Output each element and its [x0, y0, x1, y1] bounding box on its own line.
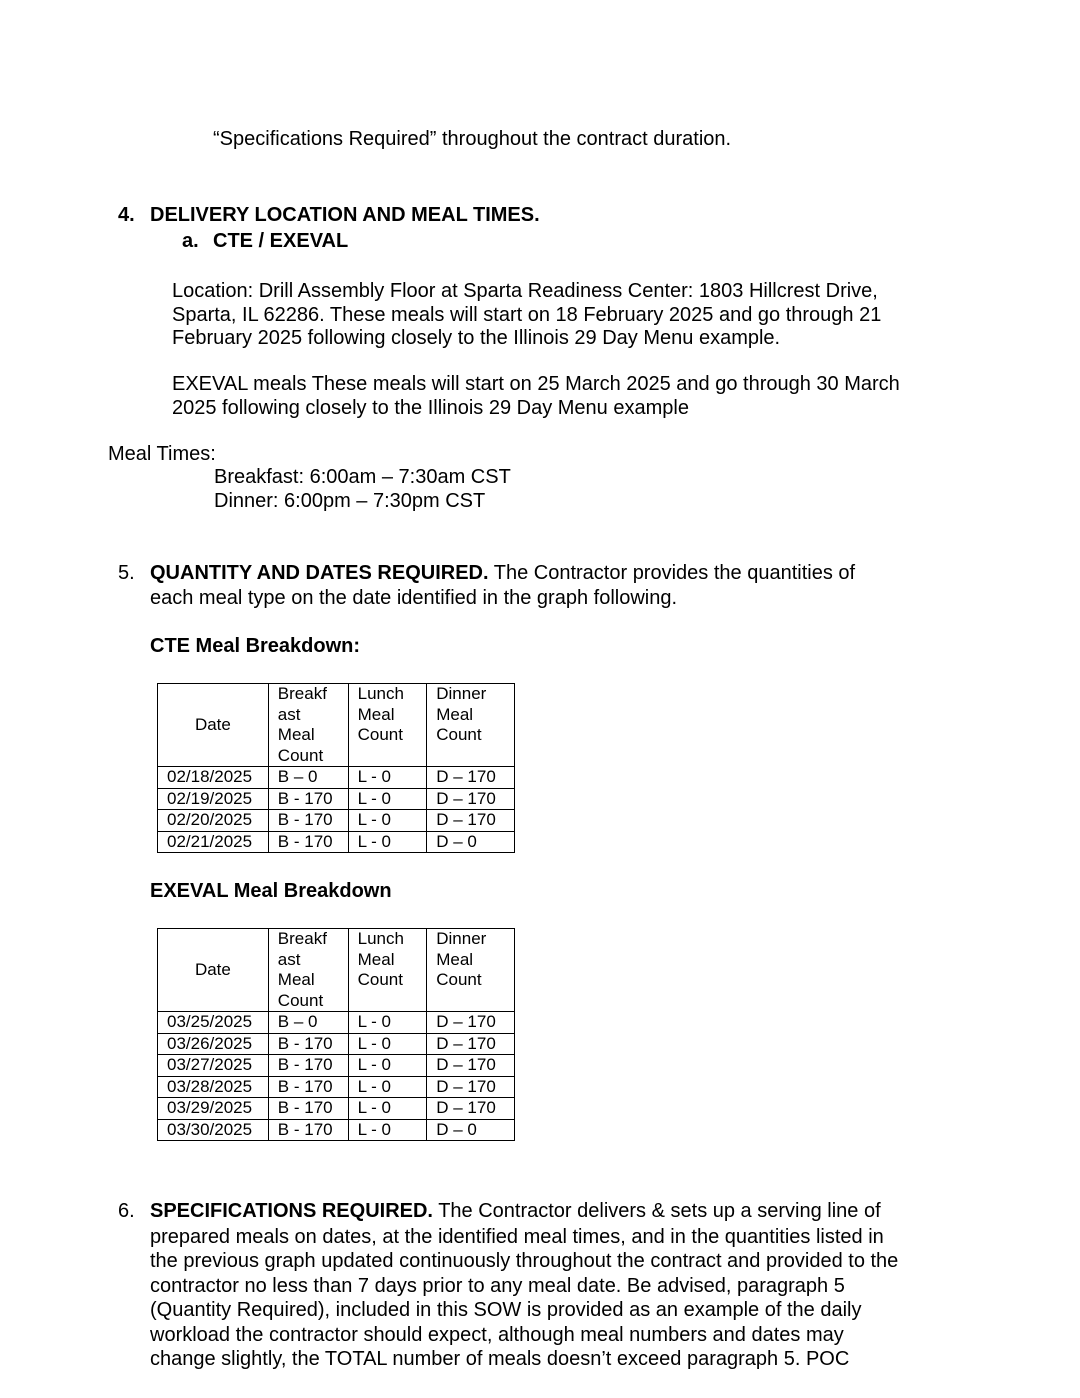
section-4a-title: CTE / EXEVAL: [213, 230, 349, 252]
section-6-line: prepared meals on dates, at the identified meal times, and in the quantities listed in: [150, 1226, 884, 1248]
header-line: ast: [277, 704, 301, 724]
date-cell: 03/30/2025: [158, 1119, 269, 1141]
header-line: Count: [277, 990, 324, 1010]
breakfast-header: [268, 929, 348, 1012]
dinner-cell: D – 170: [427, 1033, 515, 1055]
date-cell: 02/21/2025: [158, 831, 269, 853]
dinner-cell: D – 170: [427, 1076, 515, 1098]
breakfast-header: [268, 684, 348, 767]
header-line: Count: [357, 970, 403, 989]
breakfast-cell: B - 170: [268, 1076, 348, 1098]
header-line: Count: [436, 725, 482, 744]
header-line: Meal: [277, 970, 315, 989]
dinner-cell: D – 0: [427, 1119, 515, 1141]
section-5-line-2: each meal type on the date identified in the graph following.: [150, 587, 678, 609]
breakfast-cell: B - 170: [268, 810, 348, 832]
cte-heading: CTE Meal Breakdown:: [150, 635, 361, 657]
section-6-title: SPECIFICATIONS REQUIRED.: [150, 1200, 433, 1222]
lunch-cell: L - 0: [348, 1033, 427, 1055]
table-row: [158, 1098, 515, 1120]
header-line: Breakf: [277, 684, 327, 703]
breakfast-cell: B - 170: [268, 1055, 348, 1077]
section-6-text: The Contractor delivers & sets up a serving line of: [433, 1200, 881, 1222]
breakfast-cell: B - 170: [268, 1033, 348, 1055]
exeval-meal-table: [157, 928, 515, 1141]
date-cell: 02/20/2025: [158, 810, 269, 832]
exeval-line: 2025 following closely to the Illinois 29 Day Menu example: [172, 396, 689, 419]
table-row: [158, 1055, 515, 1077]
date-cell: 03/26/2025: [158, 1033, 269, 1055]
dinner-cell: D – 170: [427, 788, 515, 810]
header-line: Count: [436, 970, 482, 989]
lunch-cell: L - 0: [348, 1098, 427, 1120]
dinner-cell: D – 170: [427, 767, 515, 789]
dinner-cell: D – 0: [427, 831, 515, 853]
section-6-line: the previous graph updated continuously throughout the contract and provided to the: [150, 1250, 899, 1273]
lunch-cell: L - 0: [348, 831, 427, 853]
table-row: [158, 1012, 515, 1034]
table-row: [158, 1119, 515, 1141]
lunch-cell: L - 0: [348, 1055, 427, 1077]
section-6-number: 6.: [118, 1200, 135, 1222]
section-6-line-1: [118, 1200, 881, 1224]
cte-meal-table: [157, 683, 515, 853]
breakfast-cell: B - 170: [268, 831, 348, 853]
header-line: Lunch: [357, 684, 404, 703]
header-line: Meal: [436, 704, 474, 724]
dinner-cell: D – 170: [427, 1098, 515, 1120]
table-row: [158, 810, 515, 832]
lunch-cell: L - 0: [348, 767, 427, 789]
section-6-line: change slightly, the TOTAL number of meals doesn’t exceed paragraph 5. POC: [150, 1348, 850, 1371]
lunch-cell: L - 0: [348, 1076, 427, 1098]
section-4a-heading: [182, 230, 348, 254]
dinner-cell: D – 170: [427, 1012, 515, 1034]
lunch-header: [348, 929, 427, 1012]
location-line: February 2025 following closely to the Illinois 29 Day Menu example.: [172, 327, 781, 349]
section-5-line-1: [118, 562, 855, 586]
date-cell: 03/29/2025: [158, 1098, 269, 1120]
header-line: ast: [277, 949, 301, 969]
lunch-cell: L - 0: [348, 788, 427, 810]
date-cell: 02/19/2025: [158, 788, 269, 810]
section-5-text: The Contractor provides the quantities of: [488, 562, 856, 584]
header-line: Breakf: [277, 929, 327, 948]
header-line: Meal: [277, 725, 315, 744]
header-line: Count: [277, 745, 324, 765]
date-cell: 03/25/2025: [158, 1012, 269, 1034]
section-6-line: contractor no less than 7 days prior to any meal date. Be advised, paragraph 5: [150, 1274, 845, 1297]
header-line: Meal: [357, 949, 395, 969]
section-5-title: QUANTITY AND DATES REQUIRED.: [150, 562, 489, 584]
lunch-header: [348, 684, 427, 767]
dinner-time: Dinner: 6:00pm – 7:30pm CST: [214, 490, 486, 512]
date-header: Date: [158, 929, 269, 1012]
date-cell: 02/18/2025: [158, 767, 269, 789]
meal-times-label: Meal Times:: [108, 443, 216, 465]
location-line: Sparta, IL 62286. These meals will start on 18 February 2025 and go through 21: [172, 303, 882, 326]
breakfast-cell: B - 170: [268, 1098, 348, 1120]
section-6-line: (Quantity Required), included in this SOW is provided as an example of the daily: [150, 1299, 862, 1322]
exeval-line: EXEVAL meals These meals will start on 25 March 2025 and go through 30 March: [172, 373, 900, 395]
breakfast-cell: B – 0: [268, 1012, 348, 1034]
header-line: Meal: [436, 949, 474, 969]
breakfast-cell: B – 0: [268, 767, 348, 789]
lunch-cell: L - 0: [348, 810, 427, 832]
lunch-cell: L - 0: [348, 1119, 427, 1141]
section-4a-letter: a.: [182, 230, 199, 252]
location-line: Location: Drill Assembly Floor at Sparta Readiness Center: 1803 Hillcrest Drive,: [172, 280, 878, 302]
section-5-number: 5.: [118, 562, 135, 584]
section-4-heading: [118, 204, 540, 228]
dinner-header: [427, 929, 515, 1012]
exeval-heading: EXEVAL Meal Breakdown: [150, 880, 392, 902]
header-line: Count: [357, 725, 403, 744]
header-line: Lunch: [357, 929, 404, 948]
header-line: Meal: [357, 704, 395, 724]
section-6-line: workload the contractor should expect, although meal numbers and dates may: [150, 1323, 844, 1346]
breakfast-cell: B - 170: [268, 1119, 348, 1141]
exeval-paragraph: [172, 373, 900, 420]
dinner-header: [427, 684, 515, 767]
breakfast-time: Breakfast: 6:00am – 7:30am CST: [214, 466, 511, 488]
section-6-paragraph: [150, 1225, 898, 1371]
location-paragraph: [172, 280, 881, 351]
date-cell: 03/28/2025: [158, 1076, 269, 1098]
date-cell: 03/27/2025: [158, 1055, 269, 1077]
lunch-cell: L - 0: [348, 1012, 427, 1034]
date-header: Date: [158, 684, 269, 767]
table-header-row: [158, 684, 515, 767]
table-row: [158, 1033, 515, 1055]
intro-line: “Specifications Required” throughout the contract duration.: [213, 128, 732, 150]
breakfast-cell: B - 170: [268, 788, 348, 810]
header-line: Dinner: [436, 929, 487, 948]
section-4-number: 4.: [118, 204, 135, 226]
header-line: Dinner: [436, 684, 487, 703]
dinner-cell: D – 170: [427, 810, 515, 832]
table-row: [158, 767, 515, 789]
table-header-row: [158, 929, 515, 1012]
table-row: [158, 831, 515, 853]
table-row: [158, 788, 515, 810]
section-4-title: DELIVERY LOCATION AND MEAL TIMES.: [150, 204, 540, 226]
table-row: [158, 1076, 515, 1098]
dinner-cell: D – 170: [427, 1055, 515, 1077]
